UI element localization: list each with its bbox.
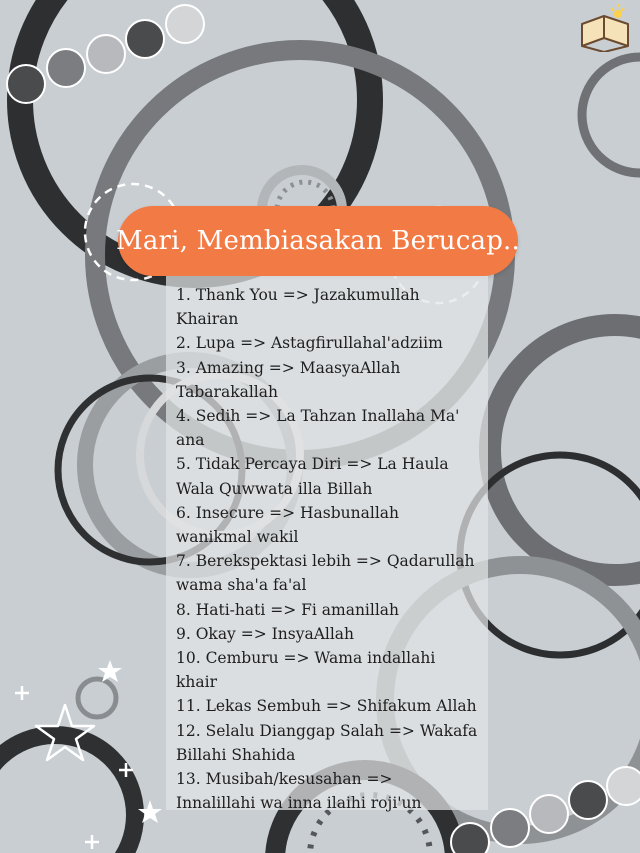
list-item xyxy=(176,501,486,549)
dot-circle xyxy=(530,795,568,833)
list-item xyxy=(176,452,486,500)
list-item-line: 1. Thank You => Jazakumullah xyxy=(176,286,420,304)
list-item xyxy=(176,646,486,694)
list-item-line: 5. Tidak Percaya Diri => La Haula xyxy=(176,455,449,474)
plus-icon xyxy=(85,835,99,849)
list-item-line: 12. Selalu Dianggap Salah => Wakafa xyxy=(176,721,478,740)
plus-icon xyxy=(15,686,29,700)
list-item-line: 11. Lekas Sembuh => Shifakum Allah xyxy=(176,697,477,716)
list-item-line: 4. Sedih => La Tahzan Inallaha Ma' xyxy=(176,407,460,426)
book-icon xyxy=(574,4,636,52)
dot-circle xyxy=(47,49,85,87)
list-item xyxy=(176,622,486,646)
list-item xyxy=(176,404,486,452)
dot-circle xyxy=(126,20,164,58)
dot-circle xyxy=(569,781,607,819)
ring-top-right xyxy=(582,57,640,173)
dot-circle xyxy=(7,65,45,103)
list-item-line: 8. Hati-hati => Fi amanillah xyxy=(176,600,400,619)
list-item xyxy=(176,719,486,767)
list-item-line: ana xyxy=(176,431,205,450)
list-item-line: wanikmal wakil xyxy=(176,528,299,547)
list-item xyxy=(176,283,486,331)
list-item-line: 3. Amazing => MaasyaAllah xyxy=(176,358,401,377)
list-item-line: 2. Lupa => Astagfirullahal'adziim xyxy=(176,334,443,353)
list-item xyxy=(176,549,486,597)
list-item-line: 7. Berekspektasi lebih => Qadarullah xyxy=(176,552,475,571)
list-item-line: Billahi Shahida xyxy=(176,745,296,764)
phrase-list xyxy=(176,283,486,815)
dot-circle xyxy=(491,809,529,847)
title-banner xyxy=(118,206,518,276)
list-item xyxy=(176,694,486,718)
list-item-line: 10. Cemburu => Wama indallahi xyxy=(176,649,436,668)
ring-small-left xyxy=(78,679,116,717)
list-item-line: Tabarakallah xyxy=(176,382,278,401)
list-item-line: Wala Quwwata illa Billah xyxy=(176,479,373,498)
list-item-line: khair xyxy=(176,673,217,692)
dot-circle xyxy=(87,35,125,73)
list-item xyxy=(176,356,486,404)
dot-circle xyxy=(451,823,489,853)
list-item xyxy=(176,331,486,355)
list-item-line: Innalillahi wa inna ilaihi roji'un xyxy=(176,794,422,813)
page-title: Mari, Membiasakan Berucap.. xyxy=(116,226,520,256)
list-item-line: wama sha'a fa'al xyxy=(176,576,307,595)
dot-circle xyxy=(166,5,204,43)
list-item-line: Khairan xyxy=(176,310,239,329)
list-item-line: 9. Okay => InsyaAllah xyxy=(176,624,355,643)
list-item-line: 13. Musibah/kesusahan => xyxy=(176,770,393,789)
list-item xyxy=(176,767,486,815)
dot-circle xyxy=(607,767,640,805)
ring-bottom-left xyxy=(0,735,135,853)
ring-right-gray xyxy=(490,325,640,575)
list-item-line: 6. Insecure => Hasbunallah xyxy=(176,503,400,522)
list-item xyxy=(176,598,486,622)
